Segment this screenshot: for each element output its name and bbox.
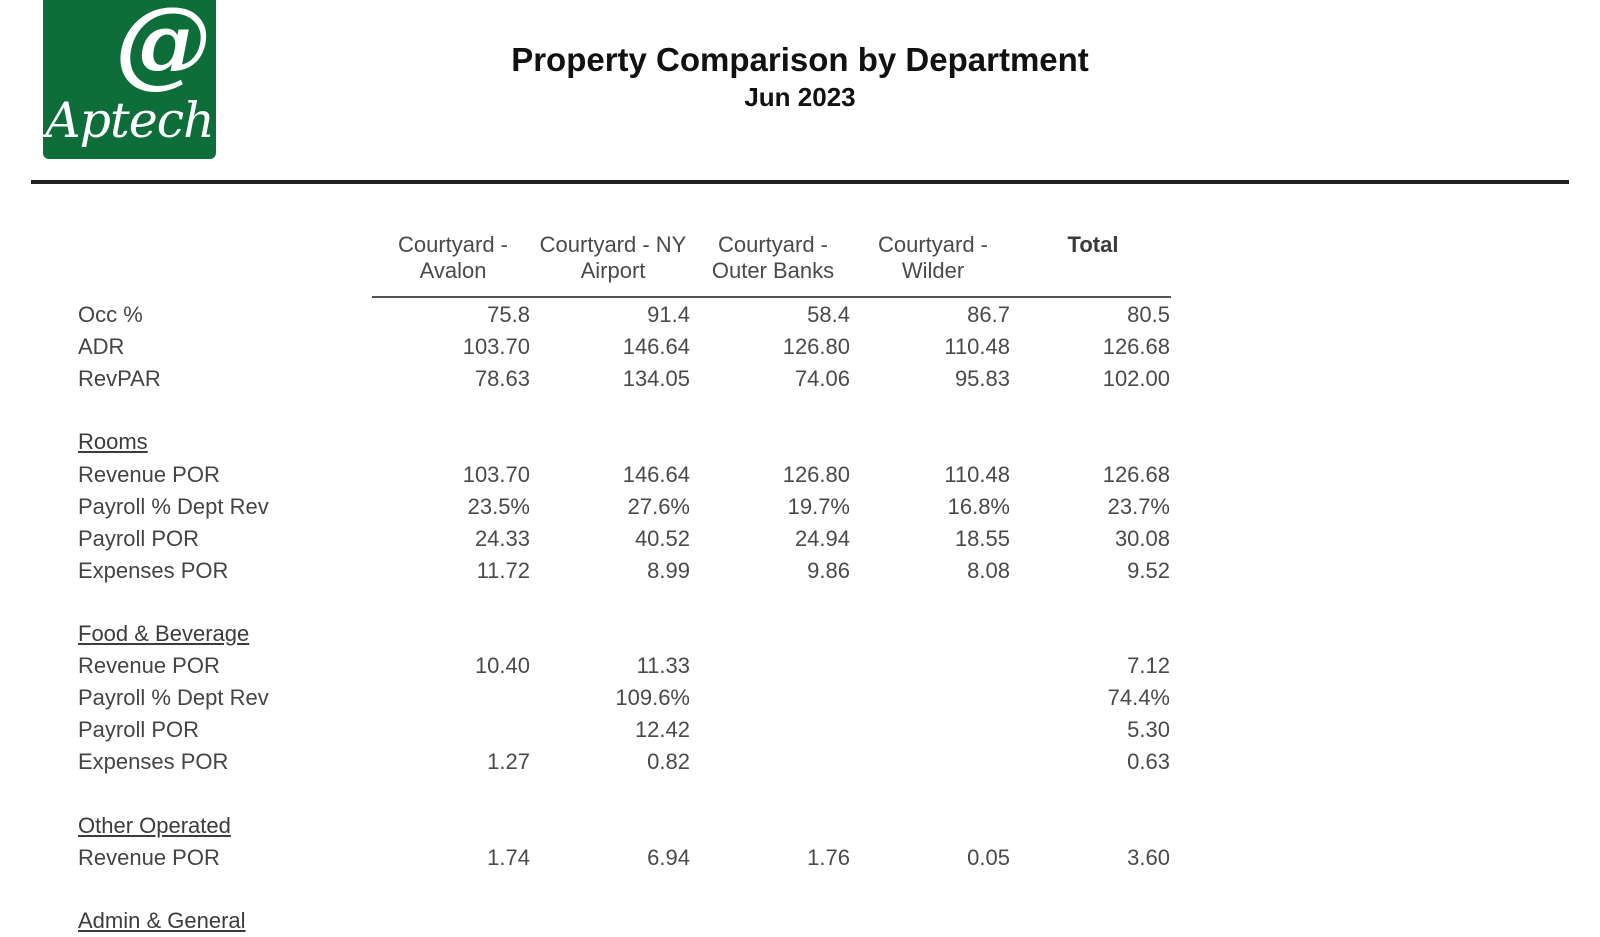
table-cell: 95.83 bbox=[954, 366, 1010, 391]
table-cell: 40.52 bbox=[634, 526, 690, 551]
table-cell: 126.80 bbox=[782, 334, 850, 359]
row-label: ADR bbox=[78, 334, 125, 359]
table-cell: 0.05 bbox=[967, 845, 1010, 870]
table-cell: 23.7% bbox=[1107, 494, 1170, 519]
table-cell: 7.12 bbox=[1127, 653, 1170, 678]
header-divider bbox=[31, 180, 1569, 184]
row-label: Expenses POR bbox=[78, 558, 229, 583]
column-header-line bbox=[1013, 258, 1173, 284]
row-label: Revenue POR bbox=[78, 653, 220, 678]
table-cell: 126.68 bbox=[1102, 334, 1170, 359]
section-heading: Food & Beverage bbox=[78, 621, 250, 646]
row-label: Revenue POR bbox=[78, 845, 220, 870]
table-cell: 110.48 bbox=[944, 334, 1010, 359]
table-cell: 80.5 bbox=[1127, 302, 1170, 327]
table-cell: 24.94 bbox=[794, 526, 850, 551]
table-cell: 58.4 bbox=[807, 302, 850, 327]
table-cell: 19.7% bbox=[787, 494, 850, 519]
table-cell: 103.70 bbox=[462, 462, 530, 487]
table-cell: 1.27 bbox=[487, 749, 530, 774]
table-cell: 11.33 bbox=[636, 653, 690, 678]
table-cell: 24.33 bbox=[474, 526, 530, 551]
column-header-line: Airport bbox=[580, 258, 646, 283]
table-cell: 1.76 bbox=[807, 845, 850, 870]
table-cell: 126.68 bbox=[1102, 462, 1170, 487]
table-cell: 91.4 bbox=[647, 302, 690, 327]
row-label: Payroll POR bbox=[78, 717, 200, 742]
table-cell: 23.5% bbox=[467, 494, 530, 519]
column-header-line: Total bbox=[1067, 232, 1119, 257]
table-cell: 75.8 bbox=[487, 302, 530, 327]
table-cell: 0.82 bbox=[647, 749, 690, 774]
report-title: Property Comparison by Department bbox=[511, 41, 1089, 78]
table-cell: 12.42 bbox=[634, 717, 690, 742]
column-header-line: Courtyard - bbox=[397, 232, 509, 257]
row-label: Payroll POR bbox=[78, 526, 200, 551]
table-cell: 134.05 bbox=[622, 366, 690, 391]
table-cell: 146.64 bbox=[622, 334, 690, 359]
column-header-4 bbox=[1013, 232, 1173, 284]
section-heading: Admin & General bbox=[78, 908, 246, 933]
section-heading: Rooms bbox=[78, 429, 148, 454]
table-cell: 109.6% bbox=[615, 685, 690, 710]
column-header-2 bbox=[693, 232, 853, 284]
row-label: Expenses POR bbox=[78, 749, 229, 774]
table-cell: 74.4% bbox=[1107, 685, 1170, 710]
table-cell: 8.99 bbox=[647, 558, 690, 583]
report-period: Jun 2023 bbox=[744, 82, 856, 112]
table-cell: 146.64 bbox=[622, 462, 690, 487]
logo-wordmark: Aptech bbox=[45, 92, 214, 149]
table-cell: 6.94 bbox=[647, 845, 690, 870]
table-cell: 126.80 bbox=[782, 462, 850, 487]
table-cell: 16.8% bbox=[947, 494, 1010, 519]
table-cell: 103.70 bbox=[462, 334, 530, 359]
column-header-3 bbox=[853, 232, 1013, 284]
table-cell: 9.86 bbox=[807, 558, 850, 583]
row-label: RevPAR bbox=[78, 366, 161, 391]
row-label: Payroll % Dept Rev bbox=[78, 685, 269, 710]
table-cell: 74.06 bbox=[794, 366, 850, 391]
table-cell: 30.08 bbox=[1114, 526, 1170, 551]
row-label: Occ % bbox=[78, 302, 143, 327]
table-cell: 0.63 bbox=[1127, 749, 1170, 774]
table-cell: 110.48 bbox=[944, 462, 1010, 487]
table-cell: 86.7 bbox=[967, 302, 1010, 327]
column-header-1 bbox=[533, 232, 693, 284]
table-cell: 10.40 bbox=[474, 653, 530, 678]
aptech-logo bbox=[43, 0, 216, 159]
table-cell: 78.63 bbox=[474, 366, 530, 391]
column-header-line: Courtyard - bbox=[717, 232, 829, 257]
table-cell: 8.08 bbox=[967, 558, 1010, 583]
column-header-0 bbox=[373, 232, 533, 284]
column-header-line: Avalon bbox=[419, 258, 487, 283]
table-cell: 9.52 bbox=[1127, 558, 1170, 583]
column-header-line: Wilder bbox=[901, 258, 965, 283]
table-cell: 3.60 bbox=[1127, 845, 1170, 870]
table-cell: 27.6% bbox=[627, 494, 690, 519]
section-heading: Other Operated bbox=[78, 813, 231, 838]
logo-at-symbol: @ bbox=[115, 0, 211, 98]
table-cell: 102.00 bbox=[1102, 366, 1170, 391]
table-cell: 5.30 bbox=[1127, 717, 1170, 742]
column-header-line: Courtyard - bbox=[877, 232, 989, 257]
column-header-underline bbox=[372, 296, 1171, 298]
table-cell: 18.55 bbox=[954, 526, 1010, 551]
row-label: Revenue POR bbox=[78, 462, 220, 487]
table-cell: 11.72 bbox=[476, 558, 530, 583]
column-header-line: Courtyard - NY bbox=[539, 232, 687, 257]
column-header-line: Outer Banks bbox=[711, 258, 835, 283]
table-cell: 1.74 bbox=[487, 845, 530, 870]
row-label: Payroll % Dept Rev bbox=[78, 494, 269, 519]
